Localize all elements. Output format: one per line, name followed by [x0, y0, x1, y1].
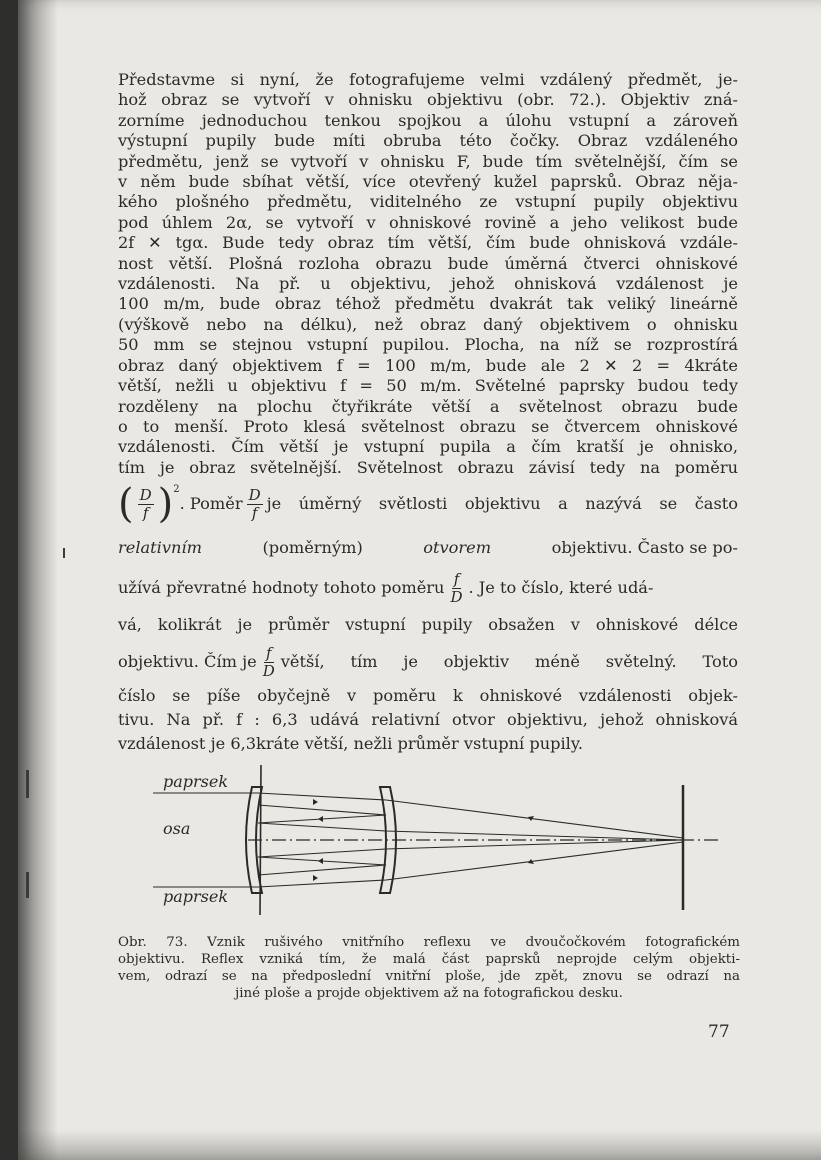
page-number: 77: [708, 1022, 730, 1042]
arrow-icon: [313, 875, 318, 881]
label-ray-bottom: paprsek: [163, 887, 229, 906]
arrow-icon: [318, 858, 323, 864]
figure-caption: [118, 934, 740, 1002]
text-line: vzdálenosti. Čím větší je vstupní pupila a čím kratší je ohnisko,: [118, 437, 738, 457]
book-page: [18, 0, 821, 1160]
handwritten-stroke: [260, 765, 261, 915]
italic-term: otvorem: [423, 537, 492, 557]
text-line: číslo se píše obyčejně v poměru k ohniskové vzdálenosti objek-: [118, 686, 738, 706]
text-line: vá, kolikrát je průměr vstupní pupily obsažen v ohniskové délce: [118, 615, 738, 635]
text-line: vzdálenost je 6,3kráte větší, nežli průměr vstupní pupily.: [118, 734, 584, 754]
text-line: 2f ✕ tgα. Bude tedy obraz tím větší, čím bude ohnisková vzdále-: [118, 233, 738, 253]
text-line: v něm bude sbíhat větší, více otevřený kužel paprsků. Obraz něja-: [118, 172, 738, 192]
text-line: nost větší. Plošná rozloha obrazu bude úměrná čtverci ohniskové: [118, 253, 738, 273]
text-line: 100 m/m, bude obraz téhož předmětu dvakrát tak veliký lineárně: [118, 294, 738, 314]
paren-open: (: [118, 481, 134, 528]
caption-line: vem, odrazí se na předposlední vnitřní ploše, jde zpět, znovu se odrazí na: [118, 969, 740, 984]
text-line: výstupní pupily bude míti obruba této čočky. Obraz vzdáleného: [118, 131, 738, 151]
label-ray-top: paprsek: [163, 772, 229, 791]
text-line: hož obraz se vytvoří v ohnisku objektivu (obr. 72.). Objektiv zná-: [118, 90, 738, 110]
gutter-shadow: [18, 0, 58, 1160]
formula-line: [118, 640, 738, 684]
text-line: zorníme jednoduchou tenkou spojkou a úlohu vstupní a zároveň: [118, 110, 738, 130]
text-line: vzdálenosti. Na př. u objektivu, jehož ohnisková vzdálenost je: [118, 274, 738, 294]
text-line: větší, nežli u objektivu f = 50 m/m. Světelné paprsky budou tedy: [118, 376, 738, 396]
text-line: rozděleny na plochu čtyřikráte větší a světelnost obrazu bude: [118, 396, 738, 416]
arrow-icon: [313, 799, 318, 805]
formula-text: větší, tím je objektiv méně světelný. Toto: [280, 651, 738, 671]
bottom-shadow: [18, 1130, 821, 1160]
text-line: kého plošného předmětu, viditelného ze vstupní pupily objektivu: [118, 192, 738, 212]
text-line: pod úhlem 2α, se vytvoří v ohniskové rovině a jeho velikost bude: [118, 212, 738, 232]
arrow-icon: [318, 816, 323, 822]
text-line: Představme si nyní, že fotografujeme velmi vzdálený předmět, je-: [118, 70, 738, 89]
text-line: předmětu, jenž se vytvoří v ohnisku F, bude tím světelnější, čím se: [118, 151, 738, 171]
text-line: (výškově nebo na délku), než obraz daný objektivem o ohnisku: [118, 314, 738, 334]
italic-term: relativním: [118, 537, 202, 557]
formula-text: . Je to číslo, které udá-: [468, 577, 654, 597]
caption-line: Obr. 73. Vznik rušivého vnitřního reflexu ve dvoučočkovém fotografickém: [118, 935, 740, 950]
formula-text: objektivu. Čím je: [118, 651, 257, 671]
text-line: relativním (poměrným) otvorem objektivu. Často se po-: [118, 537, 738, 557]
fraction: $\frac{D}{f}$: [139, 485, 152, 522]
formula-text: užívá převratné hodnoty tohoto poměru: [118, 577, 445, 597]
label-axis: osa: [163, 819, 191, 838]
paren-close: ): [157, 481, 174, 528]
formula-line: [118, 566, 738, 610]
margin-mark: [26, 770, 29, 798]
caption-line: objektivu. Reflex vzniká tím, že malá část paprsků neprojde celým objekti-: [118, 952, 740, 967]
formula-line: [118, 478, 738, 530]
caption-line: jiné ploše a projde objektivem až na fotografickou desku.: [235, 986, 623, 1001]
fraction: $\frac{f}{D}$: [262, 643, 275, 680]
ray-top: [153, 793, 683, 838]
text-line: tivu. Na př. f : 6,3 udává relativní otvor objektivu, jehož ohnisková: [118, 710, 738, 730]
squared-ratio: [118, 481, 180, 528]
exponent: 2: [173, 483, 180, 495]
margin-mark: [26, 872, 29, 898]
formula-text: je úměrný světlosti objektivu a nazývá se často: [266, 493, 738, 513]
lens-diagram: [148, 765, 748, 925]
formula-text: . Poměr: [179, 493, 243, 513]
body-text: [118, 70, 738, 756]
text-line: 50 mm se stejnou vstupní pupilou. Plocha, na níž se rozprostírá: [118, 335, 738, 355]
reflex-ray-bottom: [258, 840, 683, 875]
text-line: obraz daný objektivem f = 100 m/m, bude ale 2 ✕ 2 = 4kráte: [118, 355, 738, 375]
text-line: o to menší. Proto klesá světelnost obrazu se čtvercem ohniskové: [118, 416, 738, 436]
margin-mark: [63, 548, 65, 558]
fraction: $\frac{f}{D}$: [450, 569, 463, 606]
fraction: $\frac{D}{f}$: [248, 485, 261, 522]
reflex-ray-top: [258, 805, 683, 840]
text-line: tím je obraz světelnější. Světelnost obrazu závisí tedy na poměru: [118, 457, 738, 477]
ray-bottom: [153, 842, 683, 887]
